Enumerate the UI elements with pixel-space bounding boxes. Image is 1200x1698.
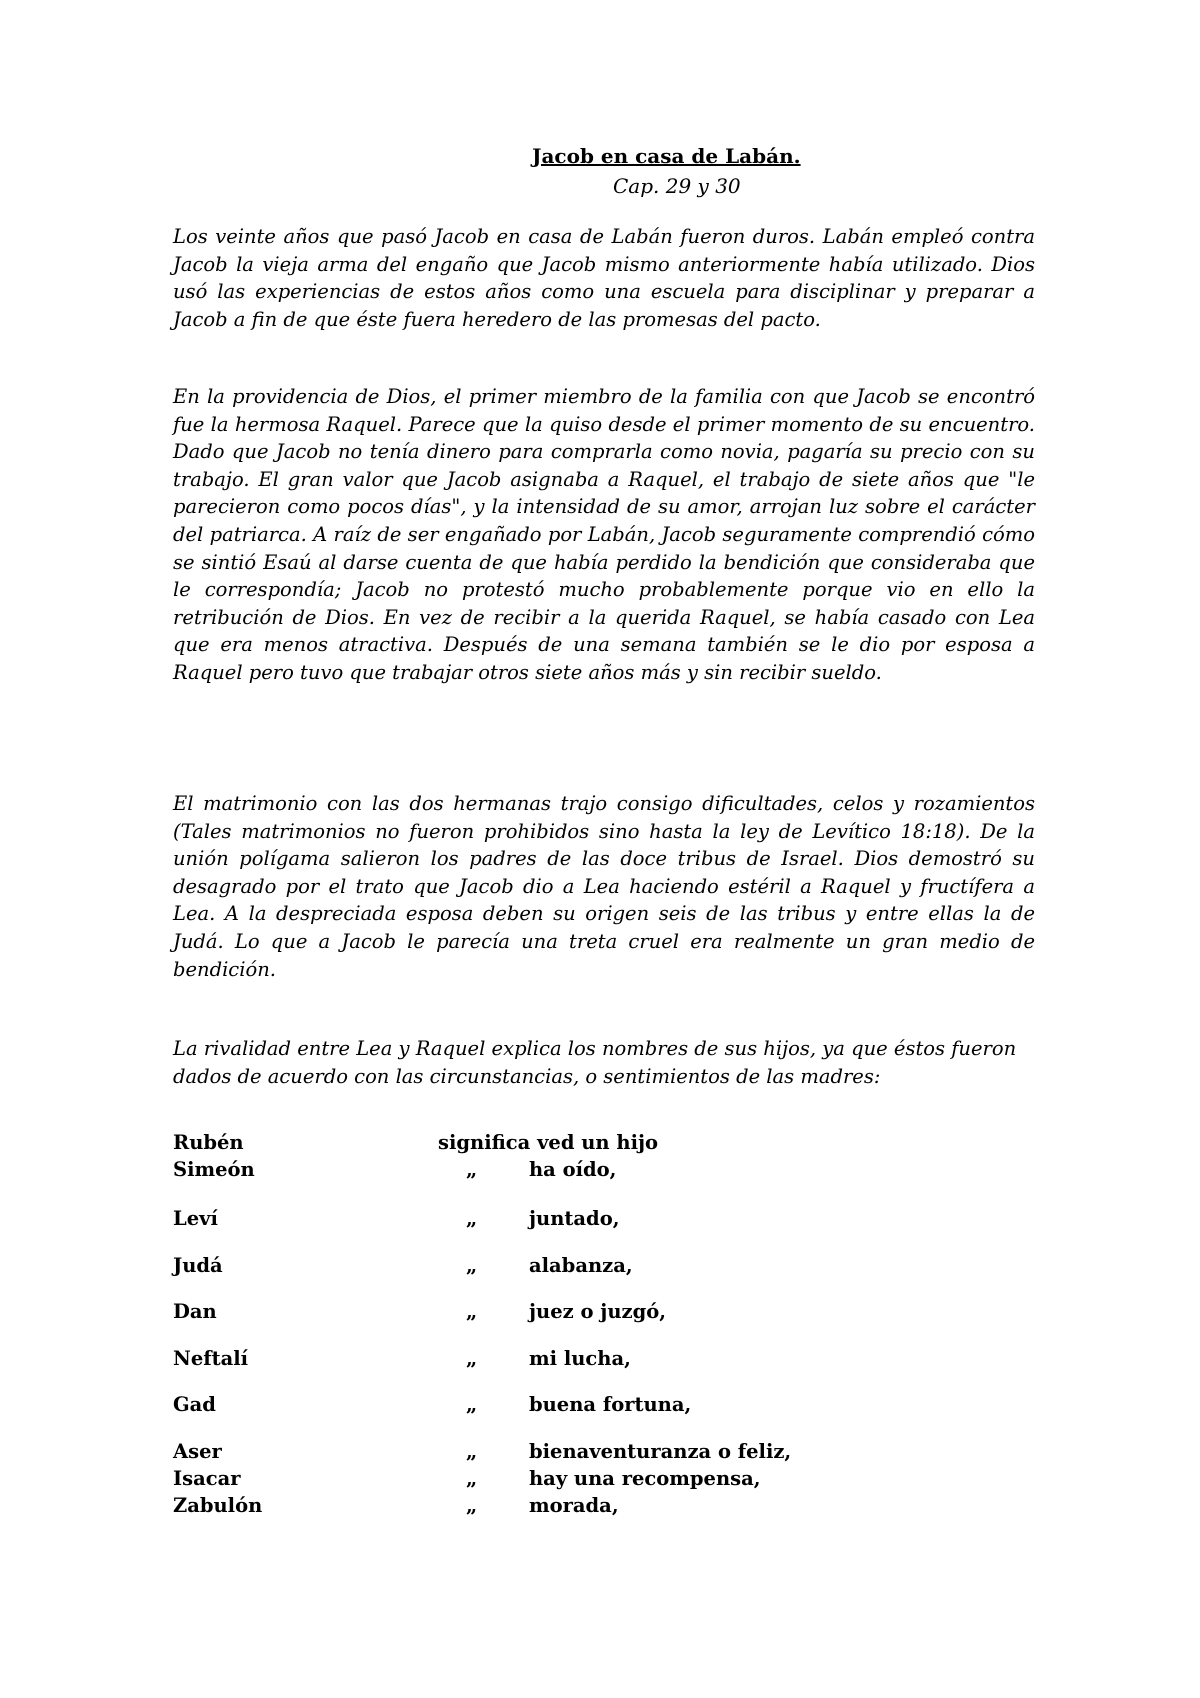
son-name: Zabulón — [173, 1494, 263, 1517]
name-meaning: alabanza, — [529, 1254, 633, 1277]
name-meaning: bienaventuranza o feliz, — [529, 1440, 792, 1463]
ditto-mark: „ — [466, 1467, 478, 1490]
paragraph: La rivalidad entre Lea y Raquel explica los nombres de sus hijos, ya que éstos fueron dados de acuerdo con las circunstancias, o sentimientos de las madres: — [173, 1037, 1017, 1088]
table-row — [173, 1393, 1073, 1421]
son-name: Isacar — [173, 1467, 241, 1490]
table-row — [173, 1494, 1073, 1522]
table-row — [173, 1467, 1073, 1495]
son-name: Leví — [173, 1207, 218, 1230]
ditto-mark: „ — [466, 1300, 478, 1323]
paragraph: En la providencia de Dios, el primer miembro de la familia con que Jacob se encontró fue la hermosa Raquel. Parece que la quiso desde el primer momento de su encuentro. Dado que Jacob no tenía dinero para comprarla como novia, pagaría su precio con su trabajo. El gran valor que Jacob asignaba a Raquel, el trabajo de siete años que "le parecieron como pocos días", y la intensidad de su amor, arrojan luz sobre el carácter del patriarca. A raíz de ser engañado por Labán, Jacob seguramente comprendió cómo se sintió Esaú al darse cuenta de que había perdido la bendición que consideraba que le correspondía; Jacob no protestó mucho probablemente porque vio en ello la retribución de Dios. En vez de recibir a la querida Raquel, se había casado con Lea que era menos atractiva. Después de una semana también se le dio por esposa a Raquel pero tuvo que trabajar otros siete años más y sin recibir sueldo. — [173, 385, 1035, 684]
ditto-mark: „ — [466, 1494, 478, 1517]
name-meaning: ha oído, — [529, 1158, 617, 1181]
son-name: Gad — [173, 1393, 216, 1416]
ditto-mark: „ — [466, 1347, 478, 1370]
ditto-mark: „ — [466, 1393, 478, 1416]
name-meaning: mi lucha, — [529, 1347, 631, 1370]
table-row — [173, 1300, 1073, 1328]
son-name: Judá — [173, 1254, 223, 1277]
table-row — [173, 1440, 1073, 1468]
son-name: Rubén — [173, 1131, 244, 1154]
name-meaning: buena fortuna, — [529, 1393, 692, 1416]
name-meaning: significa ved un hijo — [438, 1131, 659, 1154]
son-name: Dan — [173, 1300, 217, 1323]
name-meaning: juntado, — [529, 1207, 620, 1230]
table-row — [173, 1131, 1073, 1159]
son-name: Simeón — [173, 1158, 255, 1181]
table-row — [173, 1207, 1073, 1235]
ditto-mark: „ — [466, 1207, 478, 1230]
table-row — [173, 1347, 1073, 1375]
document-title: Jacob en casa de Labán. — [532, 144, 801, 168]
paragraph: El matrimonio con las dos hermanas trajo consigo dificultades, celos y rozamientos (Tales matrimonios no fueron prohibidos sino hasta la ley de Levítico 18:18). De la unión polígama salieron los padres de las doce tribus de Israel. Dios demostró su desagrado por el trato que Jacob dio a Lea haciendo estéril a Raquel y fructífera a Lea. A la despreciada esposa deben su origen seis de las tribus y entre ellas la de Judá. Lo que a Jacob le parecía una treta cruel era realmente un gran medio de bendición. — [173, 792, 1035, 981]
name-meaning: hay una recompensa, — [529, 1467, 761, 1490]
ditto-mark: „ — [466, 1254, 478, 1277]
ditto-mark: „ — [466, 1440, 478, 1463]
ditto-mark: „ — [466, 1158, 478, 1181]
paragraph: Los veinte años que pasó Jacob en casa de Labán fueron duros. Labán empleó contra Jacob la vieja arma del engaño que Jacob mismo anteriormente había utilizado. Dios usó las experiencias de estos años como una escuela para disciplinar y preparar a Jacob a fin de que éste fuera heredero de las promesas del pacto. — [173, 225, 1035, 331]
document-subtitle: Cap. 29 y 30 — [613, 174, 741, 198]
son-name: Aser — [173, 1440, 222, 1463]
son-name: Neftalí — [173, 1347, 249, 1370]
table-row — [173, 1158, 1073, 1186]
name-meaning: morada, — [529, 1494, 619, 1517]
table-row — [173, 1254, 1073, 1282]
name-meaning: juez o juzgó, — [529, 1300, 667, 1323]
